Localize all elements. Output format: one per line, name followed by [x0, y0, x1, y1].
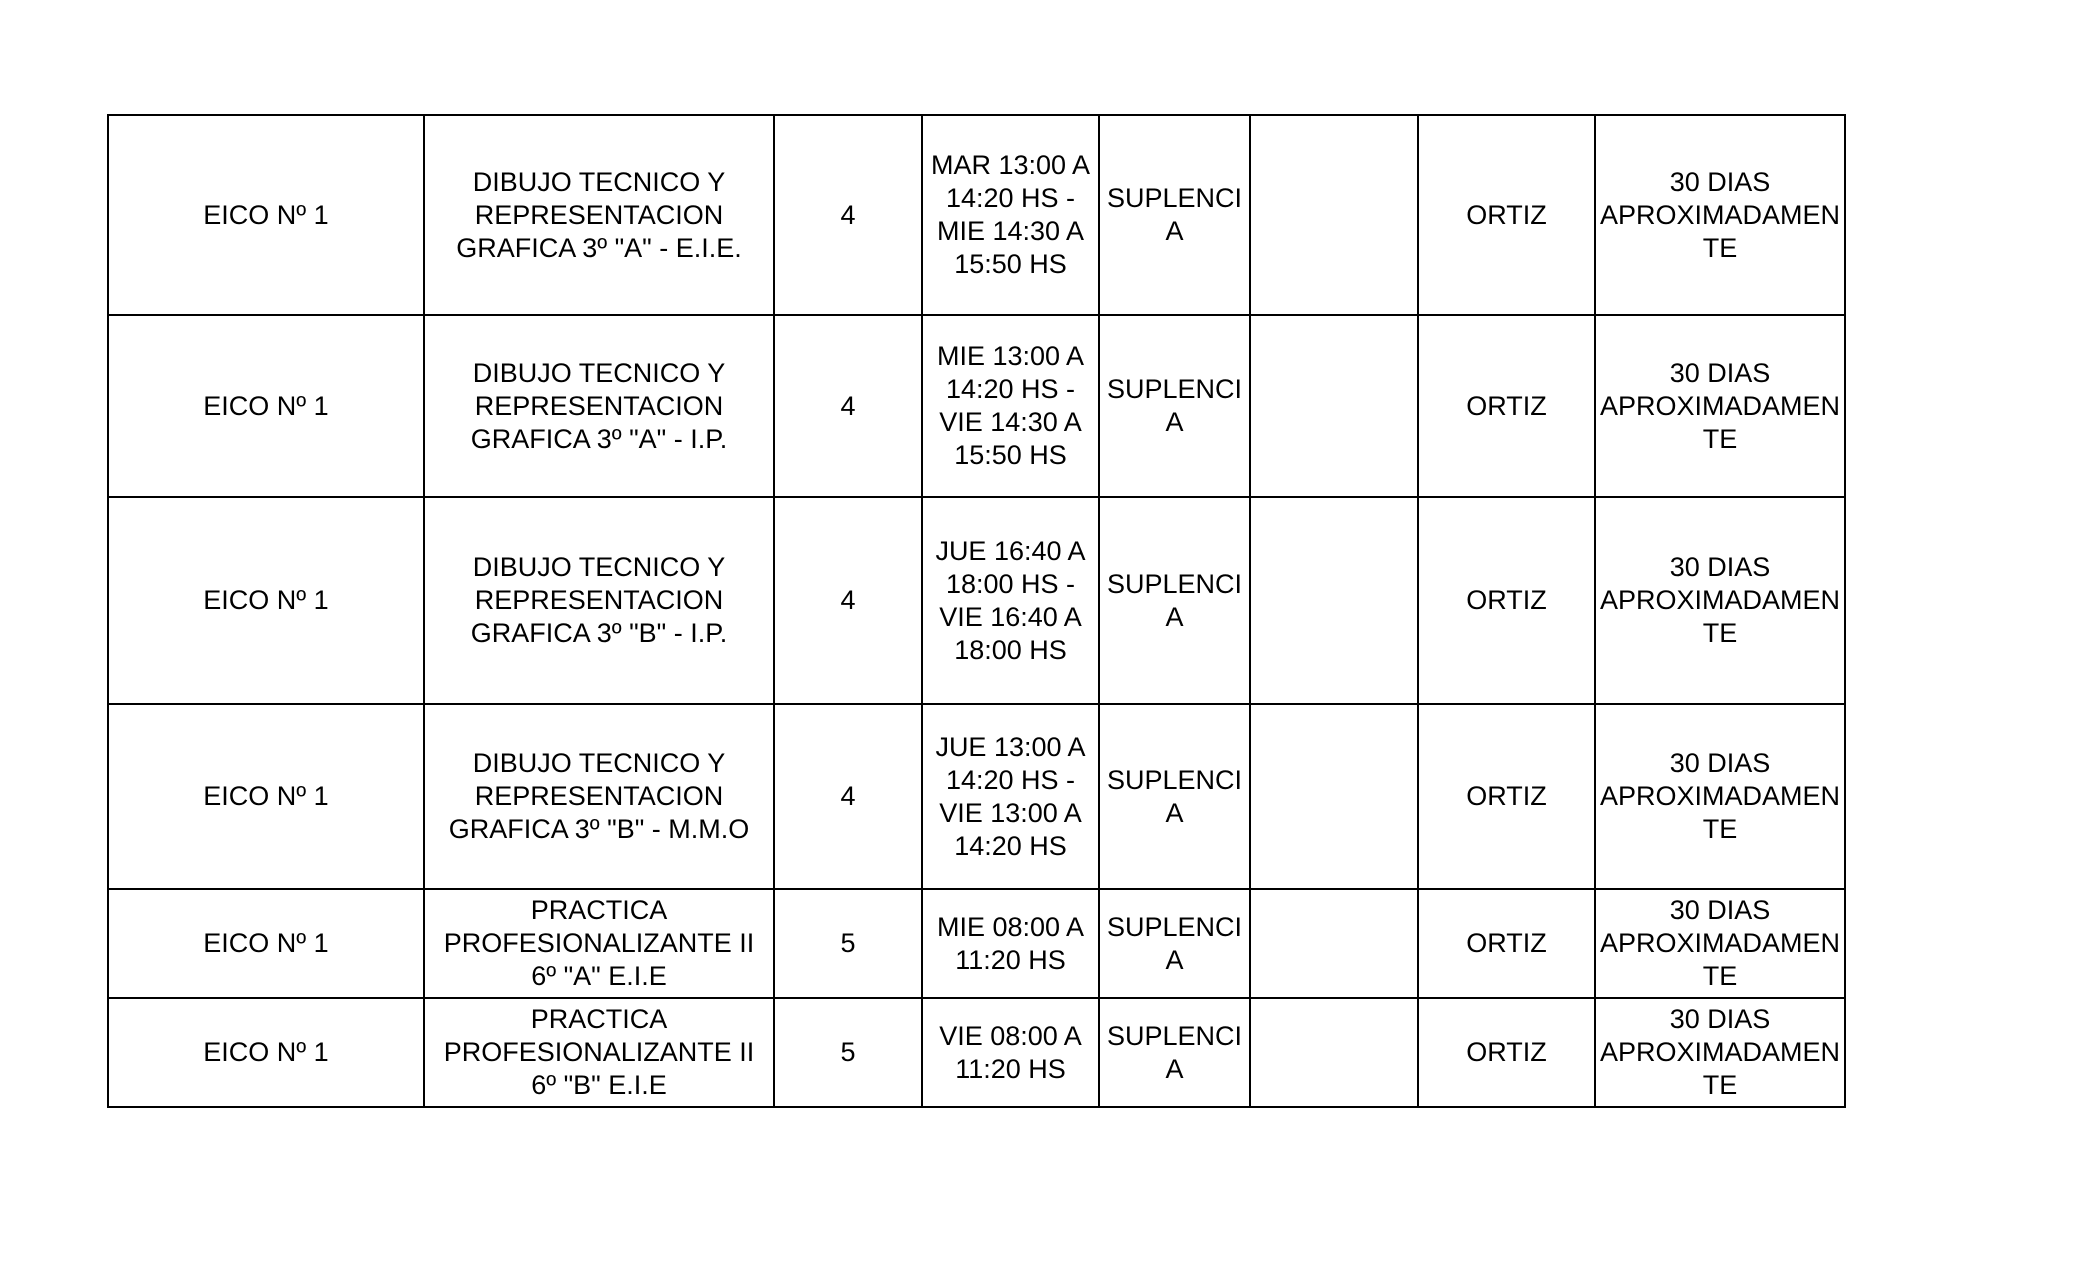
status-cell: SUPLENCI A: [1099, 315, 1250, 497]
subject-cell: DIBUJO TECNICO Y REPRESENTACION GRAFICA 3º "A" - I.P.: [424, 315, 774, 497]
school-cell: EICO Nº 1: [108, 889, 424, 998]
teacher-cell: ORTIZ: [1418, 115, 1595, 315]
subject-cell: DIBUJO TECNICO Y REPRESENTACION GRAFICA 3º "B" - M.M.O: [424, 704, 774, 889]
school-cell: EICO Nº 1: [108, 998, 424, 1107]
vacancy-table: [107, 114, 1846, 1108]
duration-cell: 30 DIAS APROXIMADAMEN TE: [1595, 115, 1845, 315]
schedule-cell: MIE 13:00 A 14:20 HS - VIE 14:30 A 15:50 HS: [922, 315, 1099, 497]
hours-cell: 4: [774, 704, 922, 889]
empty-cell: [1250, 889, 1418, 998]
subject-cell: PRACTICA PROFESIONALIZANTE II 6º "A" E.I.E: [424, 889, 774, 998]
duration-cell: 30 DIAS APROXIMADAMEN TE: [1595, 889, 1845, 998]
duration-cell: 30 DIAS APROXIMADAMEN TE: [1595, 998, 1845, 1107]
school-cell: EICO Nº 1: [108, 704, 424, 889]
table-row: [108, 704, 1845, 889]
table-row: [108, 998, 1845, 1107]
subject-cell: DIBUJO TECNICO Y REPRESENTACION GRAFICA 3º "A" - E.I.E.: [424, 115, 774, 315]
subject-cell: PRACTICA PROFESIONALIZANTE II 6º "B" E.I.E: [424, 998, 774, 1107]
status-cell: SUPLENCI A: [1099, 497, 1250, 704]
school-cell: EICO Nº 1: [108, 115, 424, 315]
teacher-cell: ORTIZ: [1418, 998, 1595, 1107]
table-row: [108, 889, 1845, 998]
schedule-cell: MAR 13:00 A 14:20 HS - MIE 14:30 A 15:50 HS: [922, 115, 1099, 315]
schedule-cell: MIE 08:00 A 11:20 HS: [922, 889, 1099, 998]
teacher-cell: ORTIZ: [1418, 315, 1595, 497]
table-row: [108, 115, 1845, 315]
status-cell: SUPLENCI A: [1099, 704, 1250, 889]
school-cell: EICO Nº 1: [108, 315, 424, 497]
hours-cell: 5: [774, 889, 922, 998]
school-cell: EICO Nº 1: [108, 497, 424, 704]
hours-cell: 5: [774, 998, 922, 1107]
teacher-cell: ORTIZ: [1418, 497, 1595, 704]
hours-cell: 4: [774, 315, 922, 497]
duration-cell: 30 DIAS APROXIMADAMEN TE: [1595, 704, 1845, 889]
empty-cell: [1250, 115, 1418, 315]
teacher-cell: ORTIZ: [1418, 704, 1595, 889]
empty-cell: [1250, 998, 1418, 1107]
schedule-cell: JUE 13:00 A 14:20 HS - VIE 13:00 A 14:20 HS: [922, 704, 1099, 889]
empty-cell: [1250, 315, 1418, 497]
status-cell: SUPLENCI A: [1099, 115, 1250, 315]
hours-cell: 4: [774, 115, 922, 315]
status-cell: SUPLENCI A: [1099, 998, 1250, 1107]
duration-cell: 30 DIAS APROXIMADAMEN TE: [1595, 497, 1845, 704]
status-cell: SUPLENCI A: [1099, 889, 1250, 998]
schedule-cell: JUE 16:40 A 18:00 HS - VIE 16:40 A 18:00 HS: [922, 497, 1099, 704]
schedule-cell: VIE 08:00 A 11:20 HS: [922, 998, 1099, 1107]
hours-cell: 4: [774, 497, 922, 704]
table-row: [108, 315, 1845, 497]
empty-cell: [1250, 704, 1418, 889]
teacher-cell: ORTIZ: [1418, 889, 1595, 998]
subject-cell: DIBUJO TECNICO Y REPRESENTACION GRAFICA 3º "B" - I.P.: [424, 497, 774, 704]
table-row: [108, 497, 1845, 704]
empty-cell: [1250, 497, 1418, 704]
duration-cell: 30 DIAS APROXIMADAMEN TE: [1595, 315, 1845, 497]
